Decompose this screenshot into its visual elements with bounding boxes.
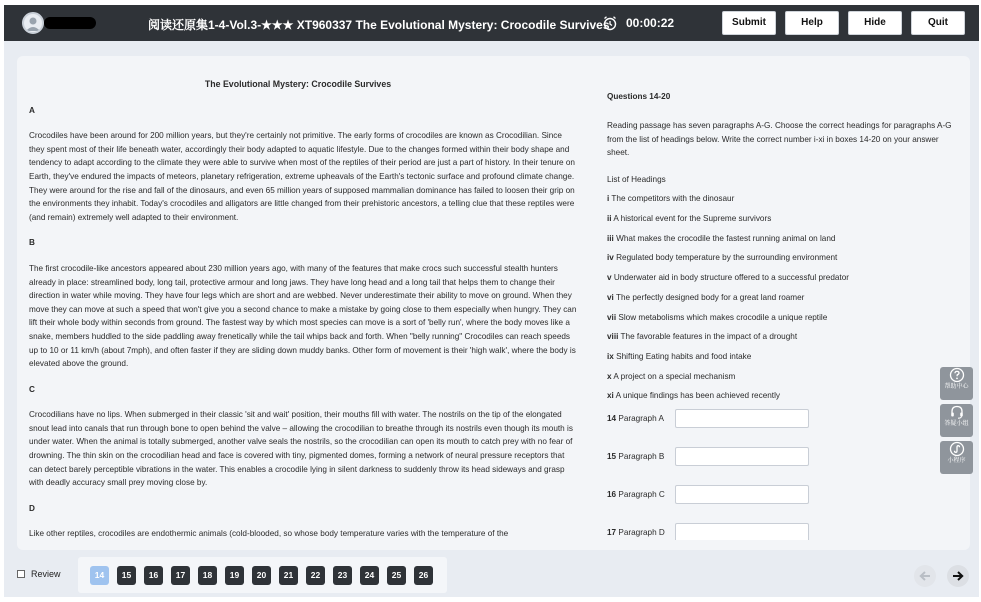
heading-item: ix Shifting Eating habits and food intake bbox=[607, 351, 752, 361]
answer-input-15[interactable] bbox=[675, 447, 809, 466]
paragraph-letter: A bbox=[29, 105, 35, 115]
answer-row-16 bbox=[607, 485, 957, 504]
review-checkbox[interactable] bbox=[17, 570, 25, 578]
paragraph-text: Like other reptiles, crocodiles are endothermic animals (cold-blooded, so whose body temperature varies with the temperature of the bbox=[29, 529, 509, 539]
question-nav-14[interactable]: 14 bbox=[90, 566, 109, 585]
reading-passage[interactable] bbox=[29, 78, 577, 540]
top-bar bbox=[4, 5, 979, 41]
content-panel bbox=[17, 56, 970, 550]
heading-item: iv Regulated body temperature by the surrounding environment bbox=[607, 253, 838, 263]
tool-label: 答疑小组 bbox=[944, 421, 969, 427]
help-center-button[interactable] bbox=[940, 367, 973, 400]
question-nav-25[interactable]: 25 bbox=[387, 566, 406, 585]
paragraph-letter: D bbox=[29, 503, 35, 513]
answer-input-14[interactable] bbox=[675, 409, 809, 428]
question-nav-17[interactable]: 17 bbox=[171, 566, 190, 585]
headset-icon bbox=[949, 404, 965, 420]
heading-item: xi A unique findings has been achieved recently bbox=[607, 391, 780, 401]
question-nav-18[interactable]: 18 bbox=[198, 566, 217, 585]
paragraph-letter: C bbox=[29, 384, 35, 394]
review-label: Review bbox=[31, 569, 61, 579]
previous-button[interactable] bbox=[914, 565, 936, 587]
answer-label: 15 Paragraph B bbox=[607, 451, 665, 461]
side-tools bbox=[940, 363, 973, 475]
question-nav-16[interactable]: 16 bbox=[144, 566, 163, 585]
questions-instructions: Reading passage has seven paragraphs A-G. Choose the correct headings for paragraphs A-G from the list of headings below. Write the correct number i-xi in boxes 14-20 on your answer sheet. bbox=[607, 121, 952, 158]
question-nav-26[interactable]: 26 bbox=[414, 566, 433, 585]
heading-item: x A project on a special mechanism bbox=[607, 371, 736, 381]
question-nav-20[interactable]: 20 bbox=[252, 566, 271, 585]
question-nav-24[interactable]: 24 bbox=[360, 566, 379, 585]
question-nav-21[interactable]: 21 bbox=[279, 566, 298, 585]
timer: 00:00:22 bbox=[626, 16, 675, 30]
question-nav-22[interactable]: 22 bbox=[306, 566, 325, 585]
paragraph-text: The first crocodile-like ancestors appeared about 230 million years ago, with many of the features that make crocs such successful stealth hunters already in place: streamlined body, long tail, protective armour and long jaws. They have long head and a long tail that helps them to change their direction in water while moving. They have four legs which are short and are webbed. Never underestimate their ability to move on ground. When they move they can move at such a speed that won't give you a second chance to make a mistake by going close to them especially when hungry. They can lift their whole body within seconds from ground. The fastest way by which most species can move is a sort of 'belly run', where the body moves like a snake, members huddled to the side paddling away frenetically while the tail whips back and forth. When "belly running" Crocodiles can reach speeds up to 10 or 11 km/h (about 7mph), and often faster if they are sliding down muddy banks. Other form of movement is their 'high walk', where the body is elevated above the ground. bbox=[29, 263, 577, 369]
questions-panel[interactable] bbox=[607, 92, 957, 540]
tool-label: 小程序 bbox=[947, 458, 966, 464]
quit-button[interactable]: Quit bbox=[911, 11, 965, 35]
heading-item: viii The favorable features in the impact of a drought bbox=[607, 332, 798, 342]
exam-stage bbox=[4, 41, 979, 597]
paragraph-text: Crocodiles have been around for 200 million years, but they're certainly not primitive. The early forms of crocodiles are known as Crocodilian. Since they spent most of their life beneath water, accordingly their body adapted to aquatic lifestyle. Due to the changes formed within their body shape and tendency to adapt according to the climate they were able to survive when most of the reptiles of their period are just a part of history. In their tenure on Earth, they've endured the impacts of meteors, planetary refrigeration, extreme upheavals of the Earth's tectonic surface and profound climate change. They were around for the rise and fall of the dinosaurs, and even 65 million years of supposed mammalian dominance has failed to loosen their grip on the environments they inhabit. Today's crocodiles and alligators are little changed from their prehistoric ancestors, a telling clue that these reptiles were (and remain) extremely well adapted to their environment. bbox=[29, 131, 575, 222]
heading-item: i The competitors with the dinosaur bbox=[607, 194, 735, 204]
answer-row-15 bbox=[607, 447, 957, 466]
question-nav-15[interactable]: 15 bbox=[117, 566, 136, 585]
exam-title: 阅读还原集1-4-Vol.3-★★★ XT960337 The Evolutional Mystery: Crocodile Survives bbox=[148, 18, 610, 32]
paragraph-letter: B bbox=[29, 238, 35, 248]
username-redacted bbox=[44, 17, 96, 29]
questions-title: Questions 14-20 bbox=[607, 92, 671, 101]
heading-item: iii What makes the crocodile the fastest running animal on land bbox=[607, 233, 836, 243]
answer-input-16[interactable] bbox=[675, 485, 809, 504]
arrow-left-icon bbox=[919, 570, 931, 582]
qa-group-button[interactable] bbox=[940, 404, 973, 437]
heading-item: ii A historical event for the Supreme survivors bbox=[607, 214, 772, 224]
arrow-right-icon bbox=[952, 570, 964, 582]
next-button[interactable] bbox=[947, 565, 969, 587]
help-circle-icon bbox=[949, 367, 965, 383]
answer-label: 17 Paragraph D bbox=[607, 527, 665, 537]
answer-row-14 bbox=[607, 409, 957, 428]
list-of-headings-title: List of Headings bbox=[607, 174, 666, 184]
heading-item: v Underwater aid in body structure offered to a successful predator bbox=[607, 273, 849, 283]
submit-button[interactable]: Submit bbox=[722, 11, 776, 35]
question-nav-23[interactable]: 23 bbox=[333, 566, 352, 585]
paragraph-text: Crocodilians have no lips. When submerged in their classic 'sit and wait' position, their mouths fill with water. The nostrils on the tip of the elongated snout lead into canals that run through bone to open behind the valve – allowing the crocodilian to breathe through its nostrils even though its mouth is under water. When the animal is totally submerged, another valve seals the nostrils, so the crocodilian can open its mouth to catch prey with no fear of drowning. The thin skin on the crocodilian head and face is covered with tiny, pigmented domes, forming a network of neural pressure receptors that can detect barely perceptible vibrations in the water. This enables a crocodile lying in silent darkness to suddenly throw its head sideways and grasp with deadly accuracy small prey moving close by. bbox=[29, 410, 573, 488]
hide-button[interactable]: Hide bbox=[848, 11, 902, 35]
heading-item: vi The perfectly designed body for a great land roamer bbox=[607, 292, 805, 302]
answer-label: 14 Paragraph A bbox=[607, 413, 664, 423]
question-nav-19[interactable]: 19 bbox=[225, 566, 244, 585]
heading-item: vii Slow metabolisms which makes crocodile a unique reptile bbox=[607, 312, 828, 322]
help-button[interactable]: Help bbox=[785, 11, 839, 35]
alarm-clock-icon bbox=[602, 15, 618, 31]
answer-input-17[interactable] bbox=[675, 523, 809, 540]
tool-label: 帮助中心 bbox=[944, 384, 969, 390]
passage-title: The Evolutional Mystery: Crocodile Survives bbox=[204, 79, 392, 89]
mini-program-button[interactable] bbox=[940, 441, 973, 474]
mini-program-icon bbox=[949, 441, 965, 457]
question-navigator bbox=[78, 557, 447, 593]
answer-row-17 bbox=[607, 523, 957, 540]
answer-label: 16 Paragraph C bbox=[607, 489, 665, 499]
avatar-icon[interactable] bbox=[22, 12, 44, 34]
review-toggle[interactable] bbox=[17, 569, 61, 579]
